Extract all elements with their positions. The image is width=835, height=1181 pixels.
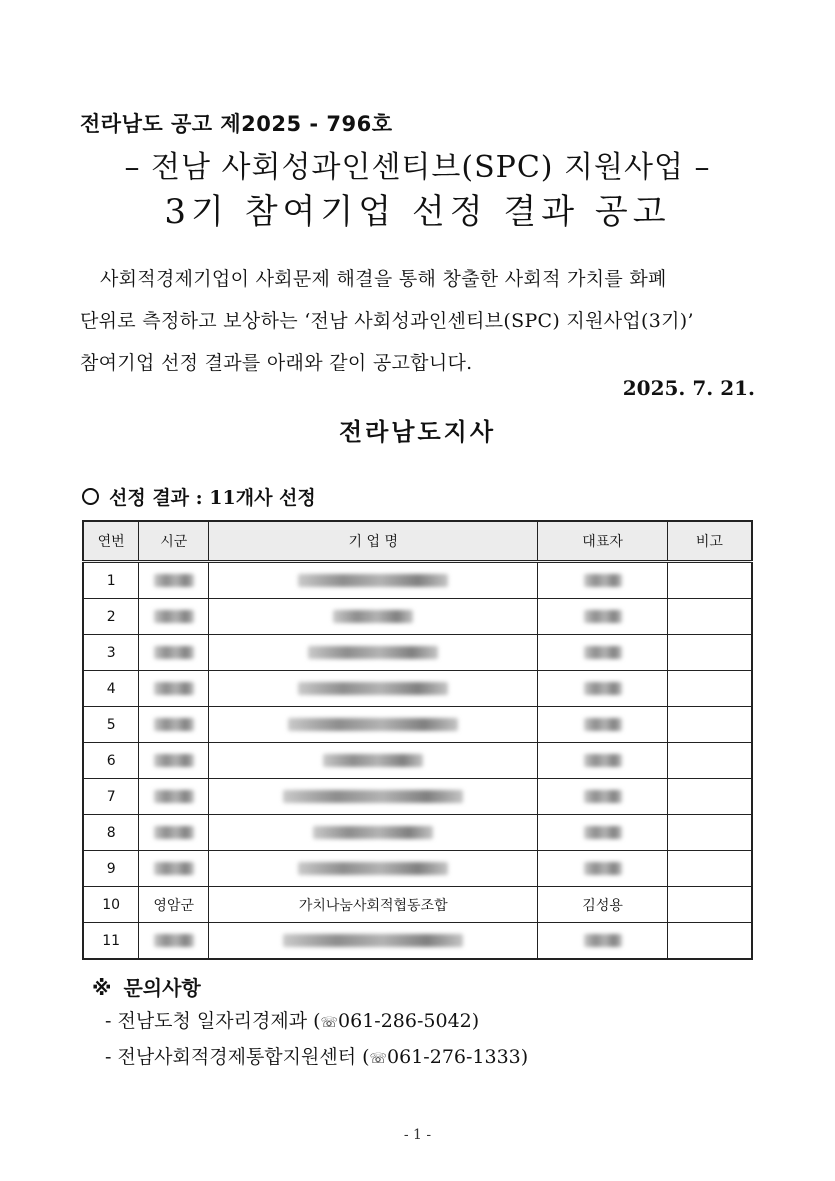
cell-no bbox=[83, 923, 139, 960]
cell-county bbox=[139, 815, 209, 851]
cell-company bbox=[209, 815, 538, 851]
cell-no-text: 4 bbox=[106, 680, 116, 697]
page-number: - 1 - bbox=[403, 1127, 432, 1143]
cell-company bbox=[209, 671, 538, 707]
cell-representative bbox=[538, 707, 668, 743]
inquiry-heading bbox=[92, 972, 201, 1001]
cell-representative bbox=[538, 815, 668, 851]
cell-no-text: 6 bbox=[106, 752, 116, 769]
table-row bbox=[83, 923, 752, 960]
selection-table bbox=[82, 520, 753, 960]
cell-no bbox=[83, 851, 139, 887]
cell-note bbox=[667, 635, 752, 671]
redacted-blur bbox=[154, 754, 194, 767]
contact-name: 전남도청 일자리경제과 bbox=[117, 1010, 308, 1032]
redacted-blur bbox=[584, 934, 622, 947]
cell-county bbox=[139, 562, 209, 599]
contact-name: 전남사회적경제통합지원센터 bbox=[117, 1046, 357, 1068]
cell-county bbox=[139, 851, 209, 887]
cell-no bbox=[83, 635, 139, 671]
reference-mark-icon: ※ bbox=[92, 976, 112, 1000]
cell-county-text: 영암군 bbox=[153, 897, 194, 914]
table-row bbox=[83, 815, 752, 851]
redacted-blur bbox=[298, 574, 448, 587]
cell-county bbox=[139, 671, 209, 707]
cell-company-text: 가치나눔사회적협동조합 bbox=[298, 897, 448, 914]
cell-note bbox=[667, 707, 752, 743]
redacted-blur bbox=[298, 682, 448, 695]
circle-bullet-icon bbox=[82, 488, 99, 505]
contact-dash: - bbox=[105, 1046, 112, 1068]
table-header-row bbox=[83, 521, 752, 562]
table-row bbox=[83, 887, 752, 923]
cell-representative bbox=[538, 851, 668, 887]
cell-representative bbox=[538, 671, 668, 707]
contact-line: - 전남도청 일자리경제과 (☏061-286-5042) bbox=[105, 1010, 480, 1032]
redacted-blur bbox=[313, 826, 433, 839]
cell-note bbox=[667, 671, 752, 707]
cell-note bbox=[667, 887, 752, 923]
redacted-blur bbox=[283, 790, 463, 803]
phone-icon: ☏ bbox=[369, 1051, 388, 1067]
table-row bbox=[83, 851, 752, 887]
redacted-blur bbox=[584, 826, 622, 839]
redacted-blur bbox=[584, 862, 622, 875]
redacted-blur bbox=[288, 718, 458, 731]
issuer: 전라남도지사 bbox=[338, 417, 497, 446]
table-row bbox=[83, 779, 752, 815]
cell-note bbox=[667, 851, 752, 887]
cell-note bbox=[667, 815, 752, 851]
cell-no-text: 2 bbox=[106, 608, 116, 625]
cell-no-text: 10 bbox=[102, 896, 121, 913]
redacted-blur bbox=[584, 646, 622, 659]
cell-company bbox=[209, 599, 538, 635]
cell-no bbox=[83, 599, 139, 635]
redacted-blur bbox=[154, 574, 194, 587]
table-row bbox=[83, 743, 752, 779]
cell-company bbox=[209, 923, 538, 960]
section-heading bbox=[82, 483, 316, 510]
cell-no bbox=[83, 562, 139, 599]
announcement-date: 2025. 7. 21. bbox=[622, 376, 755, 400]
phone-icon: ☏ bbox=[320, 1015, 339, 1031]
cell-company bbox=[209, 562, 538, 599]
cell-company bbox=[209, 743, 538, 779]
cell-company bbox=[209, 635, 538, 671]
cell-no-text: 8 bbox=[106, 824, 116, 841]
redacted-blur bbox=[154, 862, 194, 875]
body-line: 참여기업 선정 결과를 아래와 같이 공고합니다. bbox=[80, 352, 473, 374]
cell-note bbox=[667, 562, 752, 599]
cell-company bbox=[209, 887, 538, 923]
cell-county bbox=[139, 599, 209, 635]
cell-no bbox=[83, 743, 139, 779]
cell-note bbox=[667, 923, 752, 960]
header-county: 시군 bbox=[139, 521, 209, 562]
cell-company bbox=[209, 851, 538, 887]
cell-county bbox=[139, 635, 209, 671]
contact-line: - 전남사회적경제통합지원센터 (☏061-276-1333) bbox=[105, 1046, 529, 1068]
cell-no-text: 3 bbox=[106, 644, 116, 661]
cell-company bbox=[209, 779, 538, 815]
redacted-blur bbox=[333, 610, 413, 623]
cell-county bbox=[139, 707, 209, 743]
redacted-blur bbox=[154, 934, 194, 947]
cell-representative bbox=[538, 599, 668, 635]
cell-county bbox=[139, 779, 209, 815]
cell-representative bbox=[538, 887, 668, 923]
header-note: 비고 bbox=[667, 521, 752, 562]
table-row bbox=[83, 671, 752, 707]
cell-representative bbox=[538, 635, 668, 671]
cell-representative bbox=[538, 779, 668, 815]
cell-no bbox=[83, 887, 139, 923]
redacted-blur bbox=[584, 790, 622, 803]
redacted-blur bbox=[584, 718, 622, 731]
cell-representative bbox=[538, 923, 668, 960]
cell-no bbox=[83, 815, 139, 851]
cell-note bbox=[667, 743, 752, 779]
inquiry-title: 문의사항 bbox=[123, 976, 201, 1000]
cell-county bbox=[139, 743, 209, 779]
redacted-blur bbox=[298, 862, 448, 875]
notice-number: 전라남도 공고 제2025 - 796호 bbox=[80, 112, 393, 136]
redacted-blur bbox=[584, 682, 622, 695]
redacted-blur bbox=[154, 610, 194, 623]
cell-no-text: 5 bbox=[106, 716, 116, 733]
cell-no bbox=[83, 707, 139, 743]
cell-county bbox=[139, 923, 209, 960]
redacted-blur bbox=[323, 754, 423, 767]
table-row bbox=[83, 599, 752, 635]
cell-company bbox=[209, 707, 538, 743]
cell-note bbox=[667, 599, 752, 635]
contact-tel: 061-286-5042 bbox=[338, 1010, 472, 1032]
cell-no bbox=[83, 671, 139, 707]
table-row bbox=[83, 562, 752, 599]
cell-representative-text: 김성용 bbox=[582, 897, 623, 914]
table-row bbox=[83, 707, 752, 743]
cell-county bbox=[139, 887, 209, 923]
redacted-blur bbox=[584, 754, 622, 767]
header-representative: 대표자 bbox=[538, 521, 668, 562]
header-company: 기 업 명 bbox=[209, 521, 538, 562]
cell-no-text: 11 bbox=[102, 932, 121, 949]
title-program: – 전남 사회성과인센티브(SPC) 지원사업 – bbox=[124, 150, 711, 185]
cell-note bbox=[667, 779, 752, 815]
redacted-blur bbox=[584, 574, 622, 587]
cell-no-text: 1 bbox=[106, 572, 116, 589]
contact-dash: - bbox=[105, 1010, 112, 1032]
redacted-blur bbox=[154, 718, 194, 731]
cell-representative bbox=[538, 562, 668, 599]
contact-tel: 061-276-1333 bbox=[387, 1046, 521, 1068]
redacted-blur bbox=[154, 682, 194, 695]
cell-representative bbox=[538, 743, 668, 779]
cell-no-text: 9 bbox=[106, 860, 116, 877]
redacted-blur bbox=[308, 646, 438, 659]
redacted-blur bbox=[154, 646, 194, 659]
title-announcement: 3기 참여기업 선정 결과 공고 bbox=[164, 192, 671, 232]
cell-no bbox=[83, 779, 139, 815]
body-line: 단위로 측정하고 보상하는 ‘전남 사회성과인센티브(SPC) 지원사업(3기)’ bbox=[80, 310, 694, 332]
cell-no-text: 7 bbox=[106, 788, 116, 805]
redacted-blur bbox=[584, 610, 622, 623]
table-row bbox=[83, 635, 752, 671]
redacted-blur bbox=[154, 826, 194, 839]
redacted-blur bbox=[283, 934, 463, 947]
redacted-blur bbox=[154, 790, 194, 803]
header-no: 연번 bbox=[83, 521, 139, 562]
body-line: 사회적경제기업이 사회문제 해결을 통해 창출한 사회적 가치를 화폐 bbox=[100, 268, 667, 290]
section-title: 선정 결과 : 11개사 선정 bbox=[109, 487, 316, 509]
body-paragraph bbox=[80, 258, 755, 384]
